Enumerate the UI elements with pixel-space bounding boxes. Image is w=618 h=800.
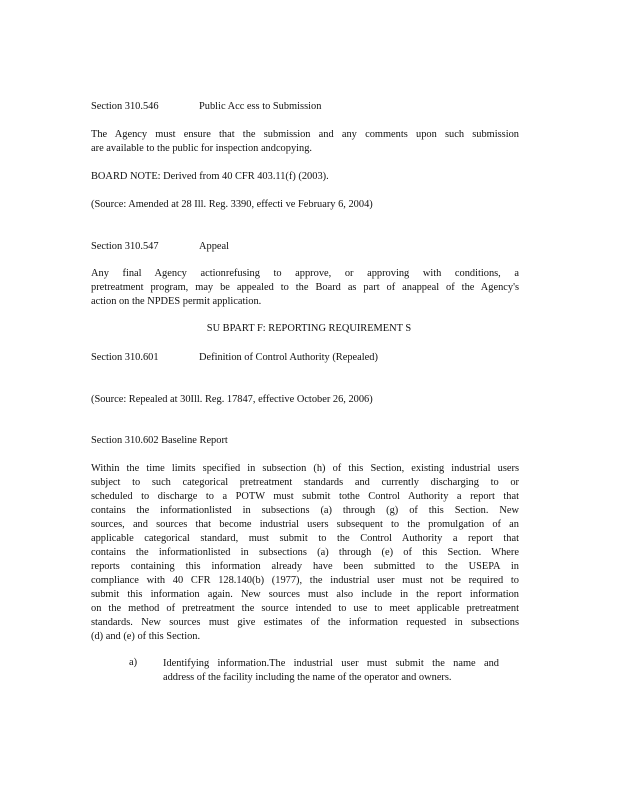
paragraph-line: contains the informationlisted in subsections (a) through (g) of this Section. New [91, 505, 519, 516]
section-number: Section 310.601 [91, 352, 159, 363]
section-310-547-body [91, 267, 521, 309]
paragraph-line: Any final Agency actionrefusing to approve, or approving with conditions, a [91, 268, 519, 279]
section-number: Section 310.547 [91, 241, 159, 252]
item-letter-a: a) [129, 657, 138, 668]
paragraph-line: standards. New sources must give estimates of the information requested in subsections [91, 617, 519, 628]
source-note: (Source: Repealed at 30Ill. Reg. 17847, effective October 26, 2006) [91, 394, 373, 405]
source-note: (Source: Amended at 28 Ill. Reg. 3390, effecti ve February 6, 2004) [91, 199, 373, 210]
paragraph-line: scheduled to discharge to a POTW must submit tothe Control Authority a report that [91, 491, 519, 502]
subpart-heading: SU BPART F: REPORTING REQUIREMENT S [206, 323, 412, 334]
section-number: Section 310.546 [91, 101, 159, 112]
board-note: BOARD NOTE: Derived from 40 CFR 403.11(f) (2003). [91, 171, 329, 182]
item-line: address of the facility including the name of the operator and owners. [163, 672, 452, 683]
paragraph-line: sources, and sources that become industrial users subsequent to the promulgation of an [91, 519, 519, 530]
paragraph-line: on the method of pretreatment the source intended to use to meet applicable pretreatment [91, 603, 519, 614]
paragraph-line: pretreatment program, may be appealed to the Board as part of anappeal of the Agency's [91, 282, 519, 293]
section-title: Appeal [199, 241, 230, 252]
section-310-602-heading: Section 310.602 Baseline Report [91, 435, 228, 446]
paragraph-line: applicable categorical standard, must submit to the Control Authority a report that [91, 533, 519, 544]
paragraph-line: subject to such categorical pretreatment standards and currently discharging to or [91, 477, 519, 488]
paragraph-line: reports containing this information already have been submitted to the USEPA in [91, 561, 519, 572]
paragraph-line: Within the time limits specified in subsection (h) of this Section, existing industrial users [91, 463, 519, 474]
item-a-body [163, 657, 499, 685]
paragraph-line: compliance with 40 CFR 128.140(b) (1977), the industrial user must not be required to [91, 575, 519, 586]
section-310-546-heading [91, 100, 321, 114]
section-title: Public Acc ess to Submission [199, 101, 322, 112]
paragraph-line: (d) and (e) of this Section. [91, 631, 201, 642]
paragraph-line: submit this information again. New sources must also include in the report information [91, 589, 519, 600]
paragraph-line: action on the NPDES permit application. [91, 296, 262, 307]
item-line: Identifying information.The industrial user must submit the name and [163, 658, 499, 669]
paragraph-line: are available to the public for inspection andcopying. [91, 143, 313, 154]
section-title: Definition of Control Authority (Repealed) [199, 352, 378, 363]
paragraph-line: contains the informationlisted in subsections (a) through (e) of this Section. Where [91, 547, 519, 558]
section-310-546-body [91, 128, 521, 156]
paragraph-line: The Agency must ensure that the submission and any comments upon such submission [91, 129, 519, 140]
section-310-602-body [91, 462, 521, 644]
section-310-547-heading [91, 240, 229, 254]
section-310-601-heading [91, 351, 378, 365]
